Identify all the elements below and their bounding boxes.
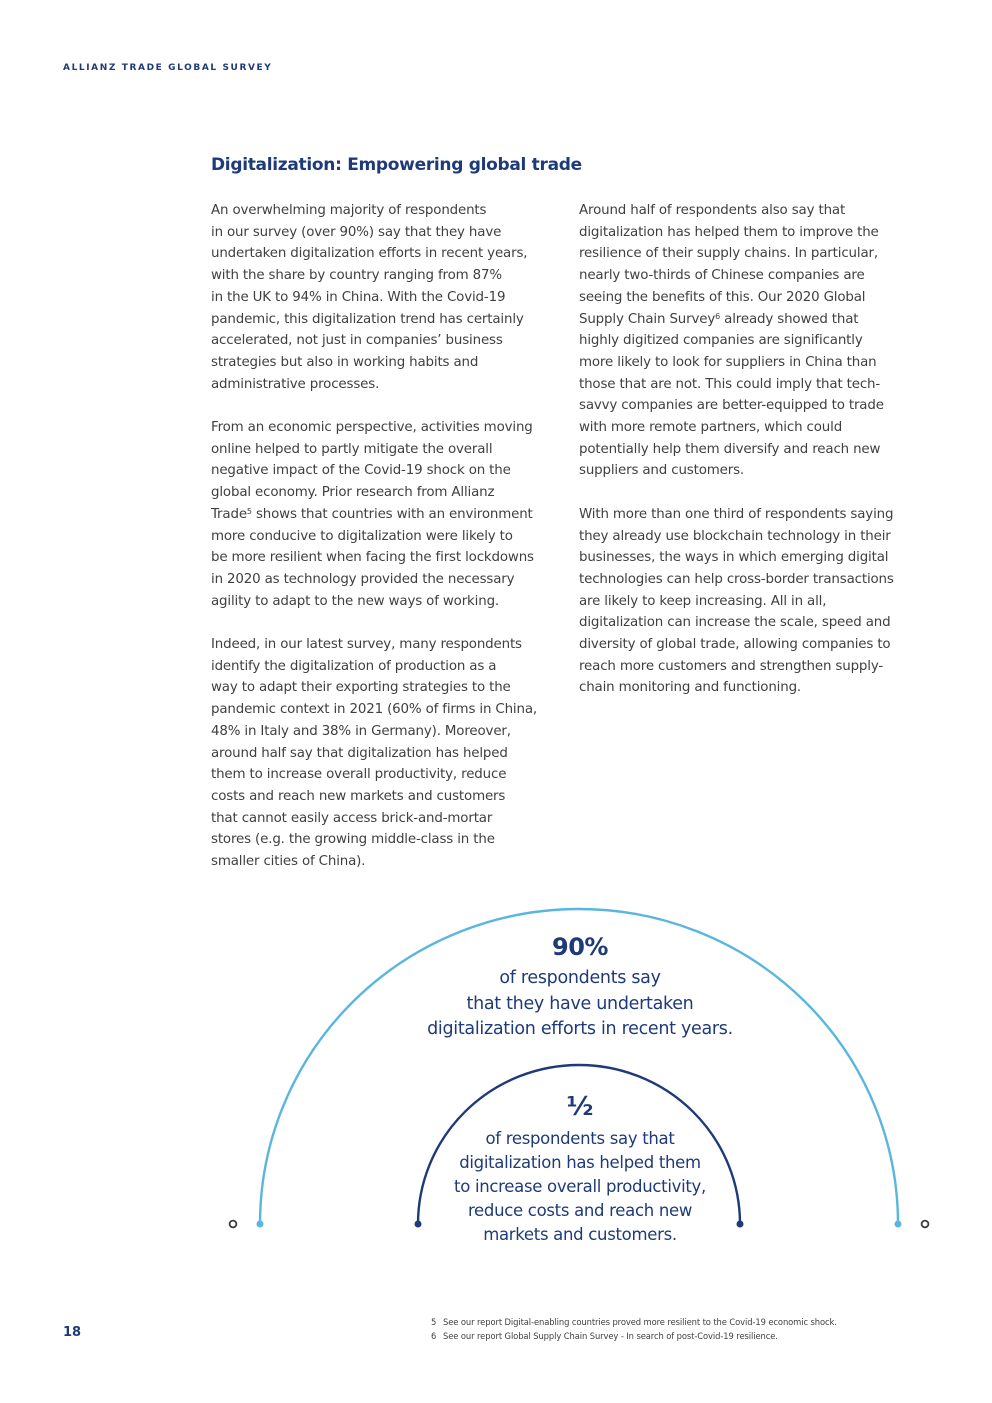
text-line: 48% in Italy and 38% in Germany). Moreover, bbox=[211, 723, 511, 739]
text-line: digitalization has helped them bbox=[459, 1153, 701, 1172]
right-column bbox=[579, 200, 939, 721]
text-line: digitalization efforts in recent years. bbox=[427, 1019, 733, 1039]
inner-stat-value: ½ bbox=[566, 1092, 594, 1122]
text-line: be more resilient when facing the first lockdowns bbox=[211, 550, 534, 566]
footnote-6 bbox=[431, 1329, 837, 1343]
text-line: undertaken digitalization efforts in recent years, bbox=[211, 246, 528, 262]
text-line: digitalization has helped them to improve the bbox=[579, 224, 879, 240]
outer-arc-right-end-dot bbox=[895, 1221, 902, 1228]
text-line-with-footnote bbox=[579, 309, 939, 331]
text-line: Indeed, in our latest survey, many respondents bbox=[211, 637, 522, 653]
text-line: diversity of global trade, allowing companies to bbox=[579, 637, 891, 653]
left-ring-marker bbox=[230, 1221, 237, 1228]
running-header: ALLIANZ TRADE GLOBAL SURVEY bbox=[63, 63, 273, 73]
text-fragment: shows that countries with an environment bbox=[251, 506, 533, 522]
outer-arc-left-end-dot bbox=[257, 1221, 264, 1228]
text-line: more conducive to digitalization were likely to bbox=[211, 528, 513, 544]
text-line: global economy. Prior research from Allianz bbox=[211, 485, 495, 501]
text-line: savvy companies are better-equipped to trade bbox=[579, 398, 884, 414]
text-line: online helped to partly mitigate the overall bbox=[211, 441, 493, 457]
text-line: costs and reach new markets and customers bbox=[211, 788, 506, 804]
text-line: agility to adapt to the new ways of working. bbox=[211, 593, 500, 609]
text-line: administrative processes. bbox=[211, 376, 380, 392]
text-line: negative impact of the Covid-19 shock on the bbox=[211, 463, 511, 479]
text-line: pandemic context in 2021 (60% of firms in China, bbox=[211, 702, 537, 718]
text-line: them to increase overall productivity, reduce bbox=[211, 767, 507, 783]
page-number: 18 bbox=[63, 1325, 82, 1340]
text-line: accelerated, not just in companies’ business bbox=[211, 333, 503, 349]
text-line: smaller cities of China). bbox=[211, 854, 366, 870]
text-line: in 2020 as technology provided the necessary bbox=[211, 571, 515, 587]
footnote-number: 5 bbox=[431, 1317, 437, 1327]
text-line: with more remote partners, which could bbox=[579, 420, 843, 436]
text-line: From an economic perspective, activities moving bbox=[211, 420, 533, 436]
text-line: highly digitized companies are significantly bbox=[579, 333, 863, 349]
right-paragraph-2 bbox=[579, 504, 939, 699]
text-line: way to adapt their exporting strategies to the bbox=[211, 680, 511, 696]
text-line: with the share by country ranging from 87% bbox=[211, 268, 502, 284]
text-line: to increase overall productivity, bbox=[454, 1177, 706, 1196]
text-line: that cannot easily access brick-and-mortar bbox=[211, 810, 493, 826]
text-line: around half say that digitalization has helped bbox=[211, 745, 508, 761]
text-line: are likely to keep increasing. All in all, bbox=[579, 593, 827, 609]
text-line: in our survey (over 90%) say that they have bbox=[211, 224, 502, 240]
text-line: identify the digitalization of production as a bbox=[211, 658, 497, 674]
footnotes bbox=[431, 1315, 837, 1343]
text-line: resilience of their supply chains. In particular, bbox=[579, 246, 878, 262]
text-line: strategies but also in working habits and bbox=[211, 354, 479, 370]
text-line: of respondents say that bbox=[485, 1129, 675, 1148]
footnote-ref-5[interactable]: 5 bbox=[246, 506, 252, 516]
text-fragment: Trade bbox=[211, 506, 247, 522]
footnote-number: 6 bbox=[431, 1331, 437, 1341]
text-line: reduce costs and reach new bbox=[467, 1201, 693, 1220]
text-line: potentially help them diversify and reach new bbox=[579, 441, 881, 457]
text-fragment: Supply Chain Survey bbox=[579, 311, 716, 327]
text-fragment: already showed that bbox=[720, 311, 859, 327]
footnote-ref-6[interactable]: 6 bbox=[715, 311, 721, 321]
footnote-text: See our report Digital-enabling countries proved more resilient to the Covid-19 economic shock. bbox=[443, 1317, 837, 1327]
text-line: stores (e.g. the growing middle-class in the bbox=[211, 832, 495, 848]
text-line: digitalization can increase the scale, speed and bbox=[579, 615, 891, 631]
text-line-with-footnote bbox=[211, 504, 571, 526]
footnote-5 bbox=[431, 1315, 837, 1329]
text-line: they already use blockchain technology in their bbox=[579, 528, 891, 544]
text-line: more likely to look for suppliers in China than bbox=[579, 354, 877, 370]
inner-stat-description bbox=[380, 1127, 780, 1247]
text-line: technologies can help cross-border transactions bbox=[579, 571, 894, 587]
text-line: in the UK to 94% in China. With the Covid-19 bbox=[211, 289, 506, 305]
text-line: that they have undertaken bbox=[466, 993, 694, 1014]
outer-stat-value: 90% bbox=[552, 933, 608, 961]
text-line: suppliers and customers. bbox=[579, 463, 745, 479]
text-line: nearly two-thirds of Chinese companies are bbox=[579, 268, 865, 284]
text-line: Around half of respondents also say that bbox=[579, 203, 846, 218]
text-line: of respondents say bbox=[499, 968, 661, 988]
left-paragraph-2 bbox=[211, 417, 571, 612]
left-column bbox=[211, 200, 571, 894]
section-title: Digitalization: Empowering global trade bbox=[211, 155, 582, 175]
text-line: markets and customers. bbox=[483, 1225, 677, 1244]
text-line: seeing the benefits of this. Our 2020 Global bbox=[579, 289, 866, 305]
left-paragraph-1 bbox=[211, 200, 571, 395]
text-line: With more than one third of respondents saying bbox=[579, 506, 894, 522]
left-paragraph-3 bbox=[211, 634, 571, 873]
footnote-text: See our report Global Supply Chain Survey - In search of post-Covid-19 resilience. bbox=[443, 1331, 778, 1341]
right-ring-marker bbox=[922, 1221, 929, 1228]
text-line: An overwhelming majority of respondents bbox=[211, 203, 487, 218]
right-paragraph-1 bbox=[579, 200, 939, 482]
text-line: businesses, the ways in which emerging digital bbox=[579, 550, 889, 566]
text-line: chain monitoring and functioning. bbox=[579, 680, 802, 696]
text-line: pandemic, this digitalization trend has certainly bbox=[211, 311, 524, 327]
outer-stat-description bbox=[380, 966, 780, 1043]
text-line: those that are not. This could imply that tech- bbox=[579, 376, 881, 392]
text-line: reach more customers and strengthen supply- bbox=[579, 658, 884, 674]
